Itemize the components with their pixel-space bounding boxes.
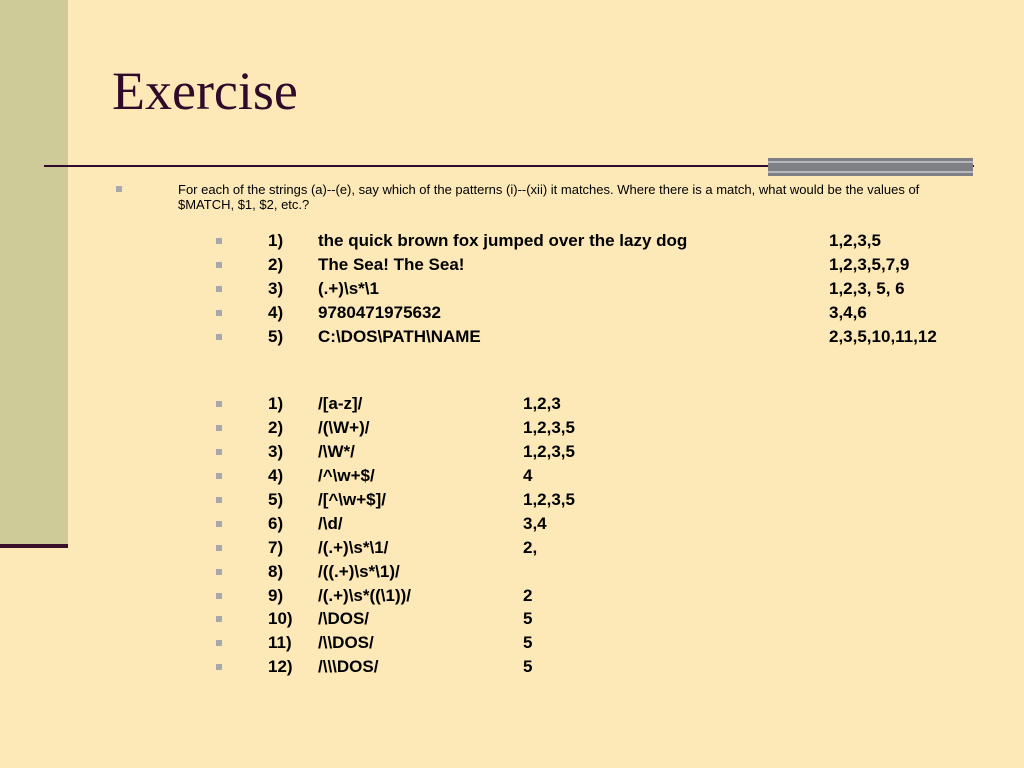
pattern-number: 8)	[268, 562, 284, 581]
pattern-number: 3)	[268, 442, 284, 461]
pattern-text: /\DOS/	[318, 609, 370, 628]
bullet-square-icon	[216, 521, 222, 527]
pattern-matches: 3,4	[523, 514, 547, 533]
pattern-number: 11)	[268, 633, 292, 652]
pattern-text: /[a-z]/	[318, 394, 363, 413]
pattern-text: /\\DOS/	[318, 633, 374, 652]
pattern-number: 2)	[268, 418, 284, 437]
bullet-square-icon	[216, 425, 222, 431]
pattern-text: /\\\DOS/	[318, 657, 379, 676]
bullet-square-icon	[216, 286, 222, 292]
title-rule-accent	[768, 158, 973, 176]
pattern-number: 12)	[268, 657, 293, 676]
bullet-square-icon	[216, 545, 222, 551]
string-matches: 3,4,6	[829, 303, 867, 322]
string-text: The Sea! The Sea!	[318, 255, 465, 274]
pattern-number: 4)	[268, 466, 284, 485]
pattern-matches: 5	[523, 609, 533, 628]
pattern-number: 6)	[268, 514, 284, 533]
string-number: 2)	[268, 255, 284, 274]
pattern-matches: 2	[523, 586, 533, 605]
pattern-text: /\W*/	[318, 442, 355, 461]
pattern-number: 9)	[268, 586, 284, 605]
pattern-matches: 2,	[523, 538, 538, 557]
pattern-text: /((.+)\s*\1)/	[318, 562, 400, 581]
string-matches: 2,3,5,10,11,12	[829, 327, 937, 346]
pattern-text: /[^\w+$]/	[318, 490, 387, 509]
bullet-square-icon	[216, 640, 222, 646]
pattern-matches: 1,2,3,5	[523, 442, 575, 461]
string-text: C:\DOS\PATH\NAME	[318, 327, 481, 346]
string-text: the quick brown fox jumped over the lazy dog	[318, 231, 688, 250]
bullet-square-icon	[216, 616, 222, 622]
pattern-number: 1)	[268, 394, 284, 413]
pattern-number: 10)	[268, 609, 293, 628]
bullet-square-icon	[216, 449, 222, 455]
pattern-text: /(.+)\s*((\1))/	[318, 586, 412, 605]
bullet-square-icon	[116, 186, 122, 192]
bullet-square-icon	[216, 497, 222, 503]
pattern-matches: 1,2,3,5	[523, 418, 575, 437]
string-matches: 1,2,3,5,7,9	[829, 255, 910, 274]
left-decor-band	[0, 0, 68, 546]
pattern-number: 7)	[268, 538, 284, 557]
bullet-square-icon	[216, 473, 222, 479]
pattern-text: /(.+)\s*\1/	[318, 538, 389, 557]
pattern-matches: 1,2,3,5	[523, 490, 575, 509]
string-matches: 1,2,3,5	[829, 231, 881, 250]
bullet-square-icon	[216, 262, 222, 268]
bullet-square-icon	[216, 401, 222, 407]
bullet-square-icon	[216, 334, 222, 340]
slide-title: Exercise	[112, 61, 298, 121]
string-text: 9780471975632	[318, 303, 441, 322]
string-text: (.+)\s*\1	[318, 279, 379, 298]
left-decor-line	[0, 544, 68, 548]
string-number: 5)	[268, 327, 284, 346]
bullet-square-icon	[216, 310, 222, 316]
pattern-matches: 5	[523, 657, 533, 676]
pattern-number: 5)	[268, 490, 284, 509]
bullet-square-icon	[216, 664, 222, 670]
bullet-square-icon	[216, 593, 222, 599]
string-number: 3)	[268, 279, 284, 298]
pattern-text: /(\W+)/	[318, 418, 370, 437]
pattern-matches: 5	[523, 633, 533, 652]
pattern-matches: 4	[523, 466, 533, 485]
pattern-text: /^\w+$/	[318, 466, 375, 485]
string-number: 4)	[268, 303, 284, 322]
string-matches: 1,2,3, 5, 6	[829, 279, 905, 298]
intro-text: For each of the strings (a)--(e), say which of the patterns (i)--(xii) it matches. Where there is a match, what would be the values of $MATCH, $1, $2, etc.?	[178, 182, 920, 212]
pattern-matches: 1,2,3	[523, 394, 561, 413]
bullet-square-icon	[216, 569, 222, 575]
string-number: 1)	[268, 231, 284, 250]
bullet-square-icon	[216, 238, 222, 244]
pattern-text: /\d/	[318, 514, 343, 533]
